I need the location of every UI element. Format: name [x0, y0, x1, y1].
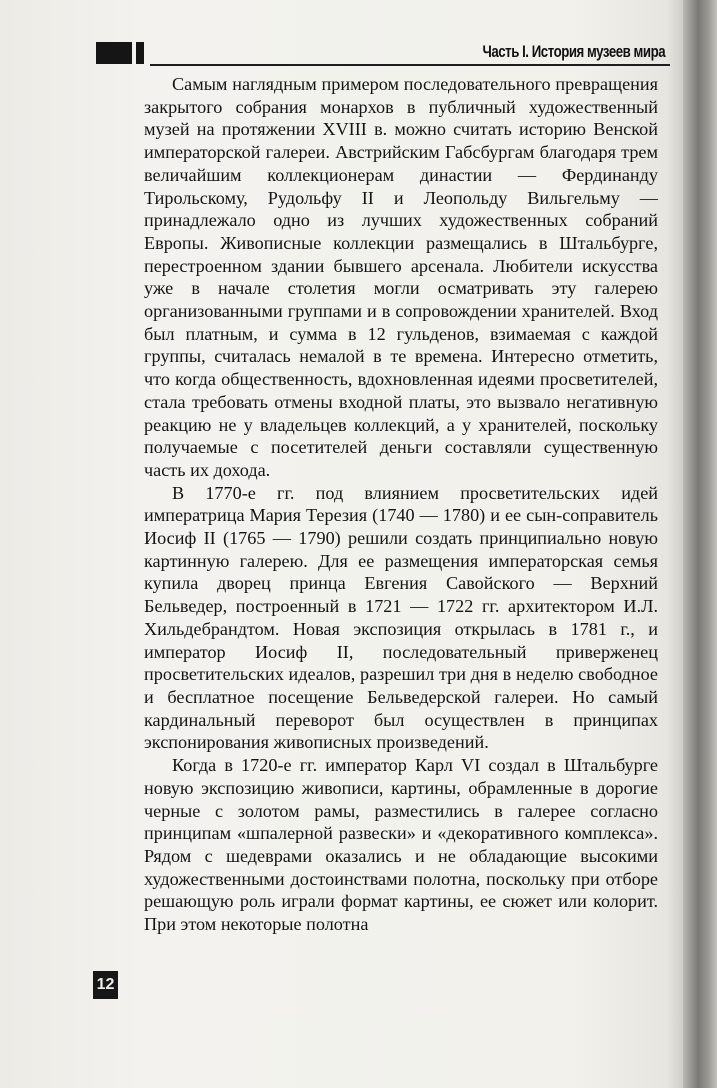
header-marker-block [96, 42, 146, 64]
paragraph: В 1770-е гг. под влиянием просветительских идей императрица Мария Терезия (1740 — 1780) и ее сын-соправитель Иосиф II (1765 — 1790) решили создать принципиально новую картинную галерею. Для ее размещения императорская семья купила дворец принца Евгения Савойского — Верхний Бельведер, построенный в 1721 — 1722 гг. архитектором И.Л. Хильдебрандтом. Новая экспозиция открылась в 1781 г., и император Иосиф II, последовательный приверженец просветительских идеалов, разрешил три дня в неделю свободное и бесплатное посещение Бельведерской галереи. Но самый кардинальный переворот был осуществлен в принципах экспонирования живописных произведений. [144, 482, 658, 753]
book-spine-shadow [683, 0, 717, 1088]
header-rule [150, 64, 670, 66]
paragraph: Самым наглядным примером последовательного превращения закрытого собрания монархов в публичный художественный музей на протяжении XVIII в. можно считать историю Венской императорской галереи. Австрийским Габсбургам благодаря трем величайшим коллекционерам династии — Фердинанду Тирольскому, Рудольфу II и Леопольду Вильгельму — принадлежало одно из лучших художественных собраний Европы. Живописные коллекции размещались в Штальбурге, перестроенном здании бывшего арсенала. Любители искусства уже в начале столетия могли осматривать эту галерею организованными группами и в сопровождении хранителей. Вход был платным, и сумма в 12 гульденов, взимаемая с каждой группы, считалась немалой в те времена. Интересно отметить, что когда общественность, вдохновленная идеями просветителей, стала требовать отмены входной платы, это вызвало негативную реакцию не у владельцев коллекций, а у хранителей, поскольку получаемые с посетителей деньги составляли существенную часть их дохода. [144, 74, 658, 480]
page-number: 12 [93, 971, 118, 999]
body-text [144, 73, 658, 936]
header-marker-bar [96, 42, 132, 64]
running-head: Часть I. История музеев мира [482, 42, 665, 61]
paragraph: Когда в 1720-е гг. император Карл VI создал в Штальбурге новую экспозицию живописи, картины, обрамленные в дорогие черные с золотом рамы, разместились в галерее согласно принципам «шпалерной развески» и «декоративного комплекса». Рядом с шедеврами оказались и не обладающие высокими художественными достоинствами полотна, поскольку при отборе решающую роль играли формат картины, ее сюжет или колорит. При этом некоторые полотна [144, 755, 658, 935]
header-marker-bar-small [136, 42, 144, 64]
